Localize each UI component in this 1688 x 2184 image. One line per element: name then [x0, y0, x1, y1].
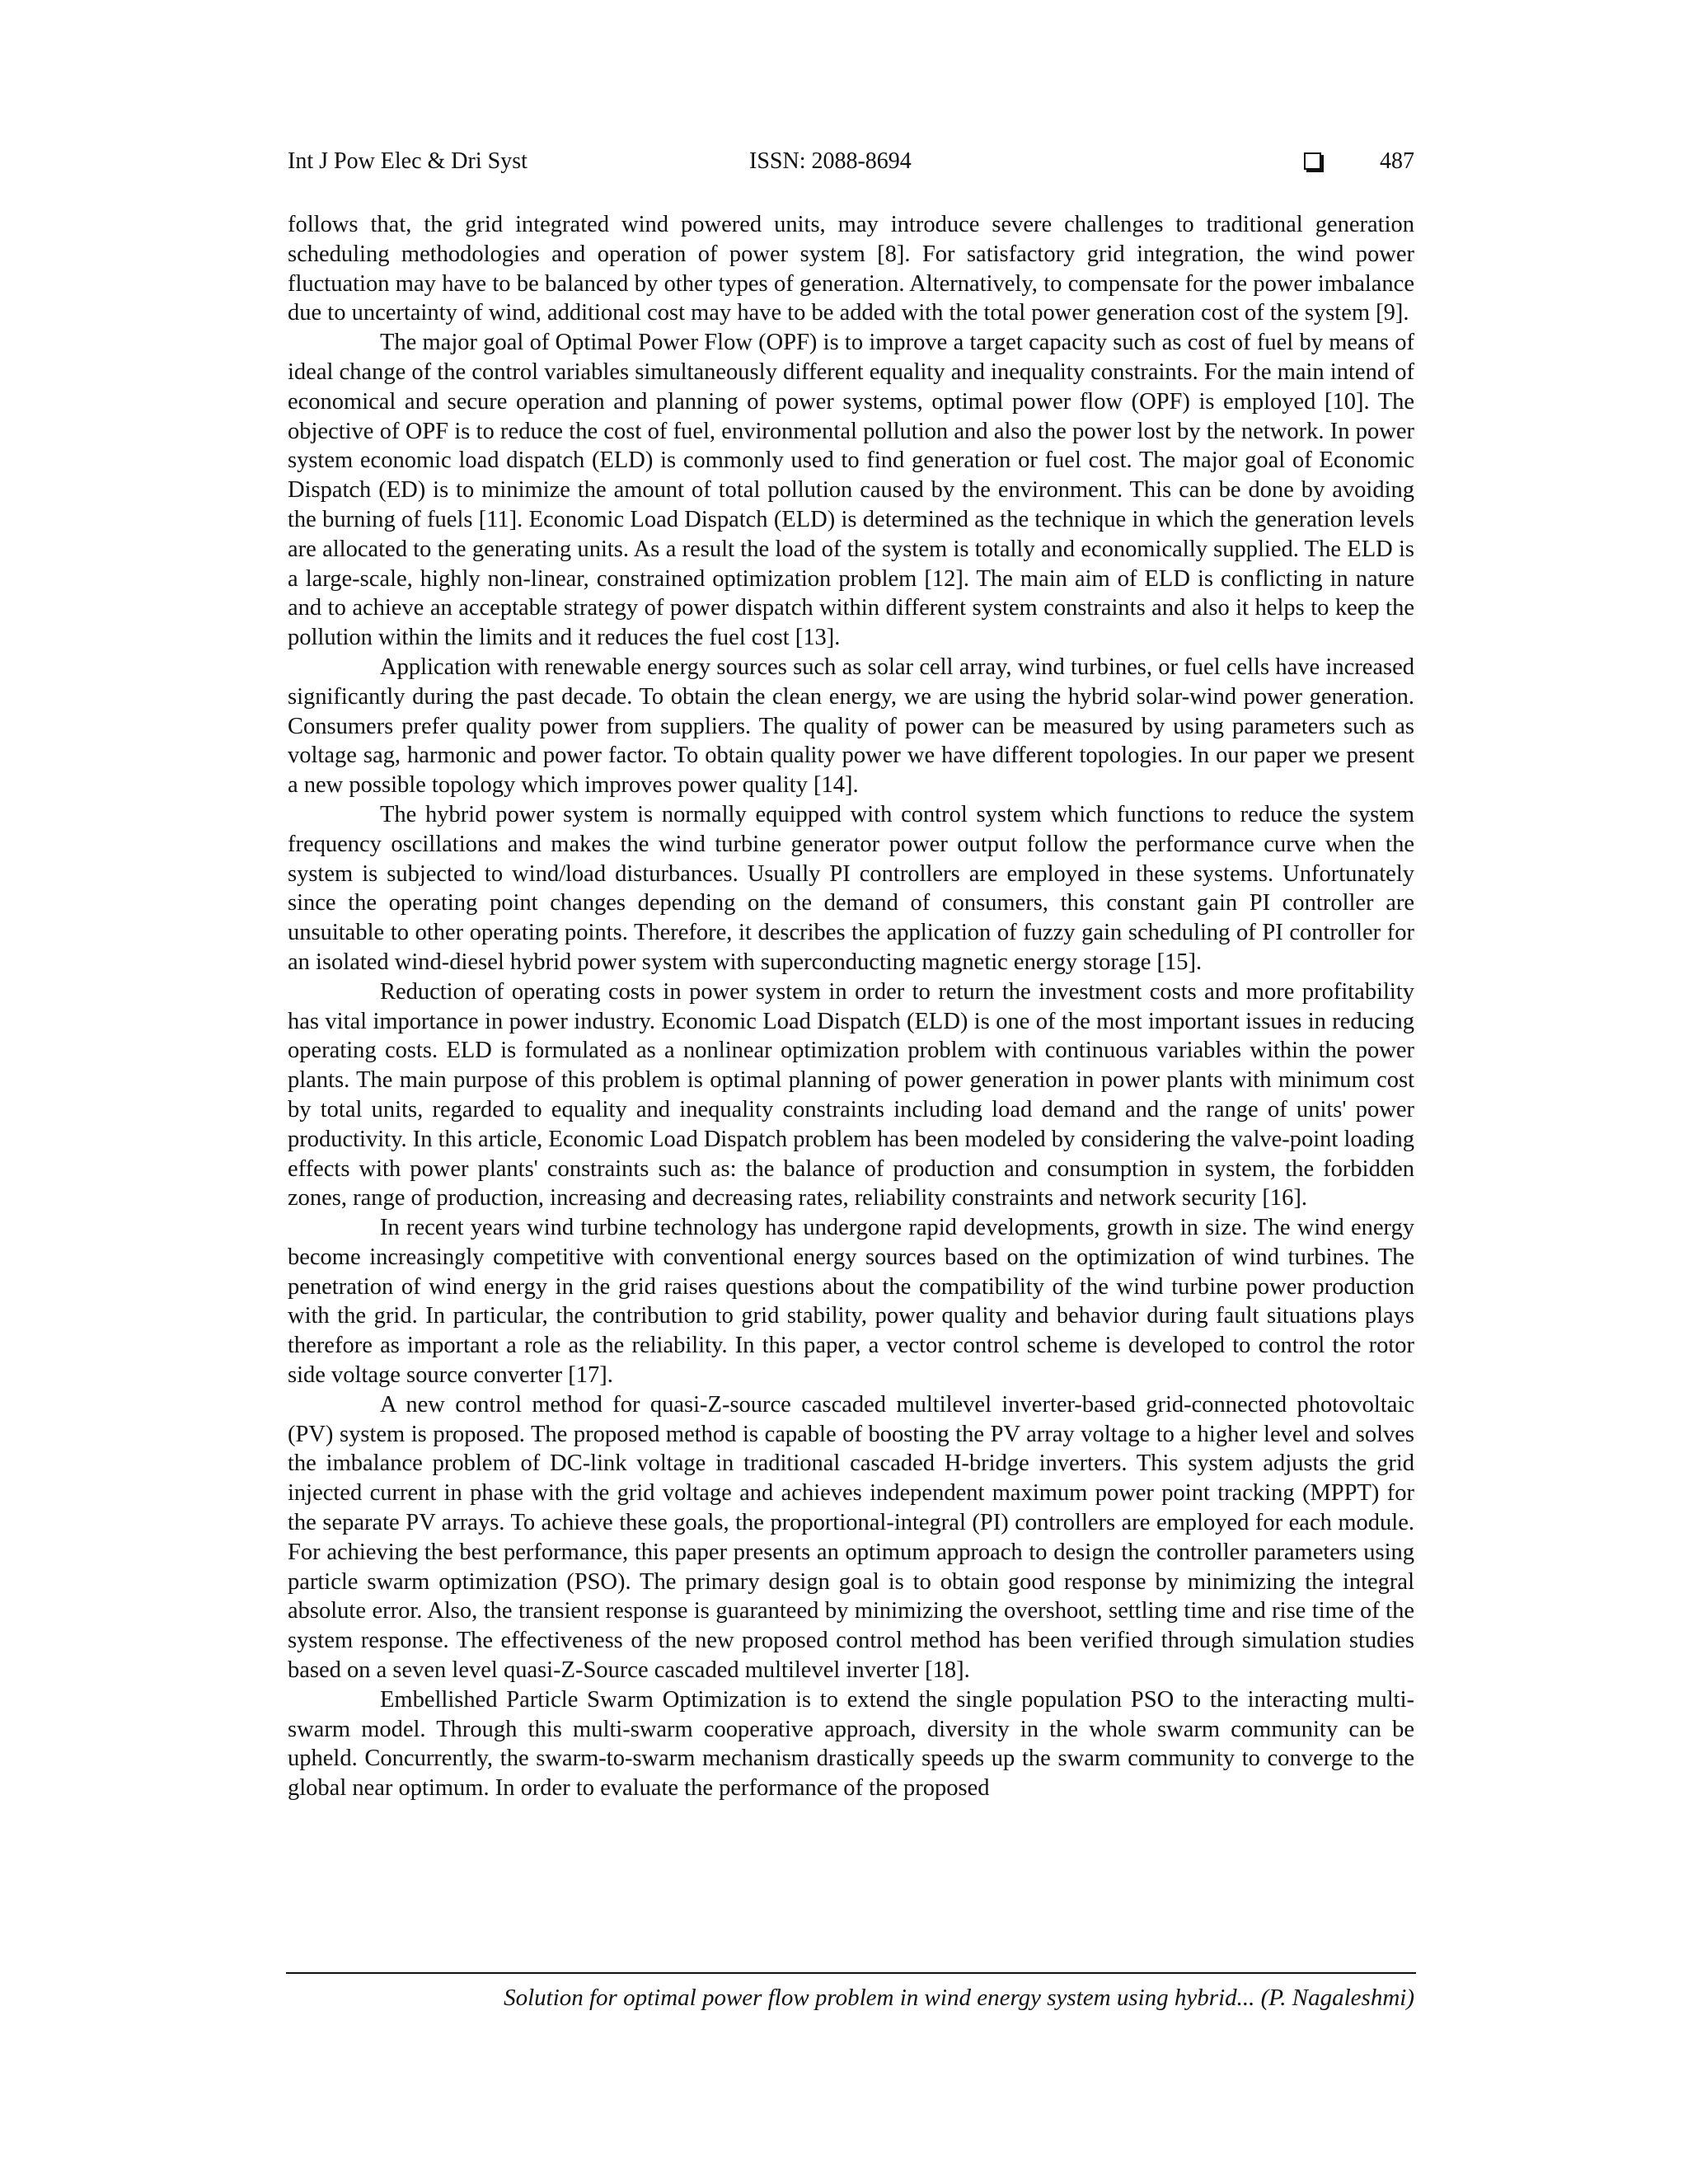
- paragraph-4: The hybrid power system is normally equipped with control system which functions to reduce the system frequency oscillations and makes the wind turbine generator power output follow the performance curve when the system is subjected to wind/load disturbances. Usually PI controllers are employed in these systems. Unfortunately since the operating point changes depending on the demand of consumers, this constant gain PI controller are unsuitable to other operating points. Therefore, it describes the application of fuzzy gain scheduling of PI controller for an isolated wind-diesel hybrid power system with superconducting magnetic energy storage [15].: [288, 801, 1414, 975]
- paragraph-2: The major goal of Optimal Power Flow (OPF) is to improve a target capacity such as cost of fuel by means of ideal change of the control variables simultaneously different equality and inequality constraints. For the main intend of economical and secure operation and planning of power systems, optimal power flow (OPF) is employed [10]. The objective of OPF is to reduce the cost of fuel, environmental pollution and also the power lost by the network. In power system economic load dispatch (ELD) is commonly used to find generation or fuel cost. The major goal of Economic Dispatch (ED) is to minimize the amount of total pollution caused by the environment. This can be done by avoiding the burning of fuels [11]. Economic Load Dispatch (ELD) is determined as the technique in which the generation levels are allocated to the generating units. As a result the load of the system is totally and economically supplied. The ELD is a large-scale, highly non-linear, constrained optimization problem [12]. The main aim of ELD is conflicting in nature and to achieve an acceptable strategy of power dispatch within different system constraints and also it helps to keep the pollution within the limits and it reduces the fuel cost [13].: [288, 330, 1414, 651]
- page-number: 487: [1380, 148, 1414, 174]
- body-text: [288, 210, 1414, 1803]
- paragraph-5: Reduction of operating costs in power system in order to return the investment costs and more profitability has vital importance in power industry. Economic Load Dispatch (ELD) is one of the most important issues in reducing operating costs. ELD is formulated as a nonlinear optimization problem with continuous variables within the power plants. The main purpose of this problem is optimal planning of power generation in power plants with minimum cost by total units, regarded to equality and inequality constraints including load demand and the range of units' power productivity. In this article, Economic Load Dispatch problem has been modeled by considering the valve-point loading effects with power plants' constraints such as: the balance of production and consumption in system, the forbidden zones, range of production, increasing and decreasing rates, reliability constraints and network security [16].: [288, 978, 1414, 1212]
- issn: ISSN: 2088-8694: [749, 148, 912, 174]
- running-title: Solution for optimal power flow problem in wind energy system using hybrid... (P. Nagaleshmi): [504, 1985, 1414, 2011]
- paragraph-6: In recent years wind turbine technology has undergone rapid developments, growth in size. The wind energy become increasingly competitive with conventional energy sources based on the optimization of wind turbines. The penetration of wind energy in the grid raises questions about the compatibility of the wind turbine power production with the grid. In particular, the contribution to grid stability, power quality and behavior during fault situations plays therefore as important a role as the reliability. In this paper, a vector control scheme is developed to control the rotor side voltage source converter [17].: [288, 1215, 1414, 1389]
- paragraph-8: Embellished Particle Swarm Optimization is to extend the single population PSO to the interacting multi-swarm model. Through this multi-swarm cooperative approach, diversity in the whole swarm community can be upheld. Concurrently, the swarm-to-swarm mechanism drastically speeds up the swarm community to converge to the global near optimum. In order to evaluate the performance of the proposed: [288, 1686, 1414, 1802]
- square-box-icon: [1304, 152, 1321, 170]
- journal-name: Int J Pow Elec & Dri Syst: [288, 148, 528, 174]
- page-header: [288, 145, 1414, 178]
- paragraph-1: follows that, the grid integrated wind powered units, may introduce severe challenges to traditional generation scheduling methodologies and operation of power system [8]. For satisfactory grid integration, the wind power fluctuation may have to be balanced by other types of generation. Alternatively, to compensate for the power imbalance due to uncertainty of wind, additional cost may have to be added with the total power generation cost of the system [9].: [288, 212, 1414, 326]
- footer-rule: [286, 1972, 1416, 1974]
- paragraph-7: A new control method for quasi-Z-source cascaded multilevel inverter-based grid-connected photovoltaic (PV) system is proposed. The proposed method is capable of boosting the PV array voltage to a higher level and solves the imbalance problem of DC-link voltage in traditional cascaded H-bridge inverters. This system adjusts the grid injected current in phase with the grid voltage and achieves independent maximum power point tracking (MPPT) for the separate PV arrays. To achieve these goals, the proportional-integral (PI) controllers are employed for each module. For achieving the best performance, this paper presents an optimum approach to design the controller parameters using particle swarm optimization (PSO). The primary design goal is to obtain good response by minimizing the integral absolute error. Also, the transient response is guaranteed by minimizing the overshoot, settling time and rise time of the system response. The effectiveness of the new proposed control method has been verified through simulation studies based on a seven level quasi-Z-Source cascaded multilevel inverter [18].: [288, 1391, 1414, 1684]
- paragraph-3: Application with renewable energy sources such as solar cell array, wind turbines, or fuel cells have increased significantly during the past decade. To obtain the clean energy, we are using the hybrid solar-wind power generation. Consumers prefer quality power from suppliers. The quality of power can be measured by using parameters such as voltage sag, harmonic and power factor. To obtain quality power we have different topologies. In our paper we present a new possible topology which improves power quality [14].: [288, 654, 1414, 799]
